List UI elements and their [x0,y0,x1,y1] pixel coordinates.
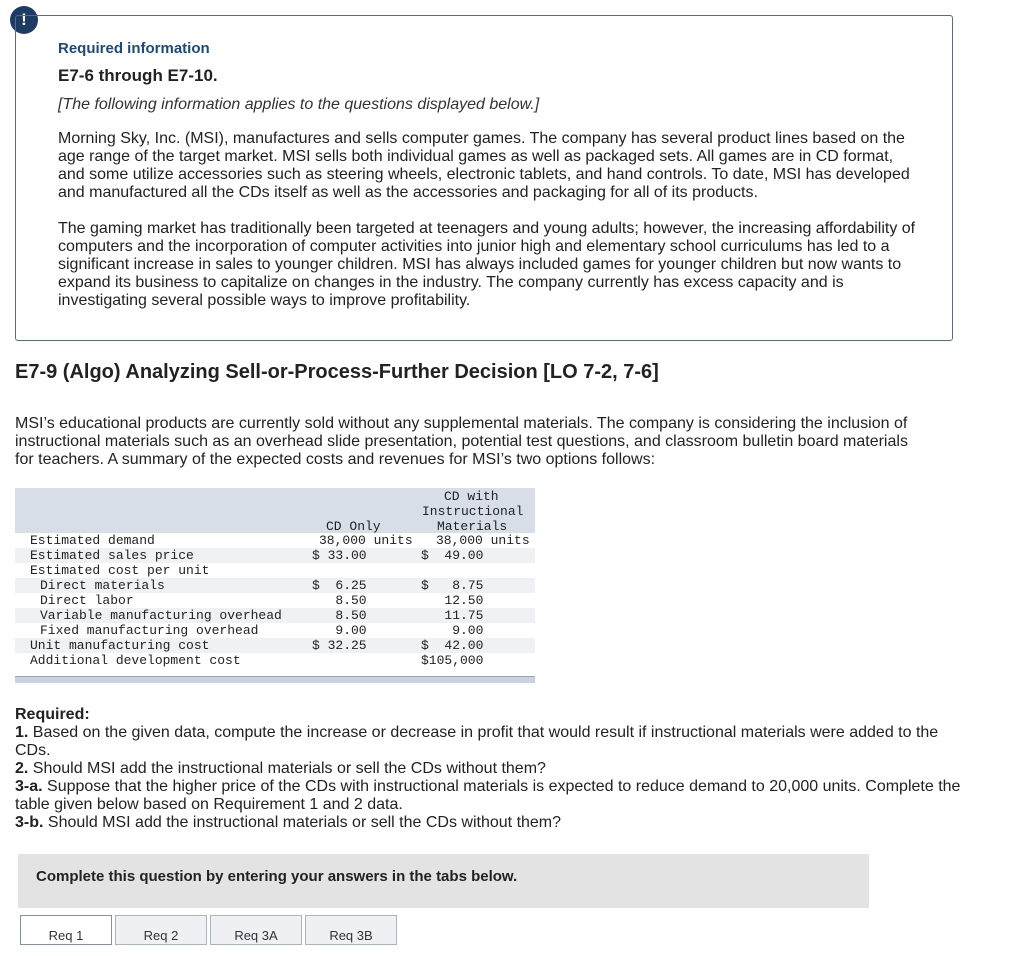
applies-note: [The following information applies to the questions displayed below.] [58,96,540,113]
requirement-3a [15,778,965,814]
req-text: Suppose that the higher price of the CDs with instructional materials is expected to reduce demand to 20,000 units. Complete the table given below based on Requirement 1 and 2 data. [15,778,961,813]
info-paragraph-1: Morning Sky, Inc. (MSI), manufactures and sells computer games. The company has several product lines based on the age range of the target market. MSI sells both individual games as well as packaged sets. All games are in CD format, and some utilize accessories such as steering wheels, electronic tablets, and hand controls. To date, MSI has developed and manufactured all the CDs itself as well as the accessories and packaging for all of its products. [58,130,910,201]
problem-title: E7-9 (Algo) Analyzing Sell-or-Process-Further Decision [LO 7-2, 7-6] [15,361,659,383]
table-row [15,578,535,593]
header-cd-only: CD Only [326,519,381,534]
table-row [15,623,535,638]
req-number: 3-b. [15,814,44,831]
with-materials-value: 11.75 [421,608,484,623]
table-row [15,563,535,578]
header-instructional: Instructional [422,504,524,519]
cost-revenue-table [15,488,535,683]
with-materials-value: $ 42.00 [421,638,484,653]
table-row [15,638,535,653]
problem-intro: MSI’s educational products are currently sold without any supplemental materials. The company is considering the inclusion of instructional materials such as an overhead slide presentation, potential test questions, and classroom bulletin board materials for teachers. A summary of the expected costs and revenues for MSI’s two options follows: [15,415,908,468]
req-text: Should MSI add the instructional materials or sell the CDs without them? [28,760,546,777]
tab-req-2[interactable]: Req 2 [115,915,207,945]
row-label: Estimated cost per unit [30,563,210,578]
row-label: Direct labor [40,593,134,608]
required-heading: Required: [15,706,90,723]
info-paragraph-2: The gaming market has traditionally been targeted at teenagers and young adults; however, the increasing affordability of computers and the incorporation of computer activities into junior high and elementary school curriculums has led to a significant increase in sales to younger children. MSI has always included games for younger children but now wants to expand its business to capitalize on changes in the industry. The company currently has excess capacity and is investigating several possible ways to improve profitability. [58,220,916,309]
required-information-heading: Required information [58,40,210,57]
exclamation-icon: ! [10,6,38,34]
required-section [15,706,965,832]
table-row [15,548,535,563]
requirement-3b [15,814,965,832]
header-materials: Materials [437,519,508,534]
with-materials-value: 38,000 units [436,533,530,548]
cd-only-value: $ 32.25 [312,638,367,653]
cd-only-value: $ 6.25 [312,578,367,593]
row-label: Direct materials [40,578,165,593]
table-row [15,593,535,608]
table-header [15,488,535,533]
cd-only-value: $ 33.00 [312,548,367,563]
exercise-range: E7-6 through E7-10. [58,66,218,85]
table-row [15,608,535,623]
instructions-banner [18,854,869,908]
req-text: Should MSI add the instructional materials or sell the CDs without them? [43,814,562,831]
with-materials-value: $105,000 [421,653,484,668]
required-information-box [15,15,953,341]
cd-only-value: 9.00 [312,623,367,638]
req-number: 3-a. [15,778,43,795]
table-row [15,533,535,548]
table-row [15,653,535,668]
req-number: 2. [15,760,29,777]
cd-only-value: 8.50 [312,593,367,608]
cd-only-value: 8.50 [312,608,367,623]
row-label: Estimated demand [30,533,155,548]
row-label: Unit manufacturing cost [30,638,210,653]
with-materials-value: 12.50 [421,593,484,608]
requirement-2 [15,760,965,778]
with-materials-value: $ 8.75 [421,578,484,593]
requirement-1 [15,724,965,760]
tab-req-3b[interactable]: Req 3B [305,915,397,945]
row-label: Fixed manufacturing overhead [40,623,259,638]
req-text: Based on the given data, compute the increase or decrease in profit that would result if instructional materials were added to the CDs. [15,724,939,759]
table-footer-bar [15,676,535,683]
cd-only-value: 38,000 units [319,533,413,548]
tab-req-1[interactable]: Req 1 [20,915,112,945]
complete-prompt: Complete this question by entering your answers in the tabs below. [36,868,518,885]
req-number: 1. [15,724,29,741]
row-label: Additional development cost [30,653,241,668]
row-label: Estimated sales price [30,548,194,563]
with-materials-value: $ 49.00 [421,548,484,563]
header-cd-with: CD with [444,489,499,504]
tab-req-3a[interactable]: Req 3A [210,915,302,945]
with-materials-value: 9.00 [421,623,484,638]
row-label: Variable manufacturing overhead [40,608,282,623]
